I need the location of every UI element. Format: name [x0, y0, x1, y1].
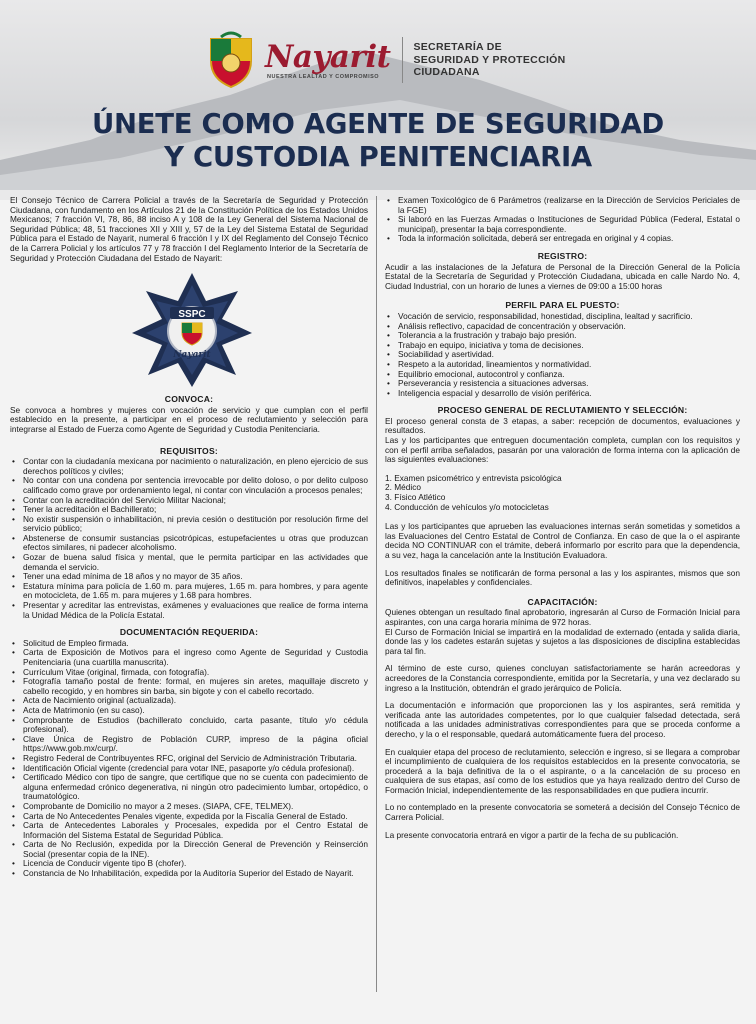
- secretaria-line1: SECRETARÍA DE: [413, 41, 502, 54]
- list-item: • Trabajo en equipo, iniciativa y toma de decisiones.: [385, 341, 740, 351]
- title-line2: Y CUSTODIA PENITENCIARIA: [164, 141, 592, 173]
- list-item: • Clave Única de Registro de Población CURP, impreso de la página oficial https://www.gob.mx/curp/.: [10, 735, 368, 754]
- perfil-list: [385, 312, 740, 398]
- capacitacion-paragraph: El Curso de Formación Inicial se impartirá en la modalidad de externado (entada y salida diaria, donde las y los cadetes estarán sujetas y sujetos a las disposiciones de disciplina establecidas para tal fin.: [385, 626, 740, 656]
- requisitos-heading: REQUISITOS:: [160, 445, 218, 456]
- proceso-paragraph: Las y los participantes que entreguen documentación completa, cumplan con los requisitos y con el perfil arriba señalados, pasarán por una valoración de forma interna con la aplicación de las siguientes evaluaciones:: [385, 435, 740, 465]
- intro-paragraph: El Consejo Técnico de Carrera Policial a través de la Secretaría de Seguridad y Protección Ciudadana, con fundamento en los Artículos 21 de la Constitución Política de los Estados Unidos Mexicanos; 7 fracción VI, 78, 86, 88 inciso A y 108 de la Ley General del Sistema Nacional de Seguridad Pública; 48, 51 fracciones XII y XIII y, 57 de la Ley del Sistema Estatal de Seguridad Pública para el Estado de Nayarit, numeral 6 fracción I y IX del Reglamento del Consejo Técnico de la Carrera Policial y los artículos 77 y 78 fracción I del Reglamento Interior de la Secretaría de Seguridad y Protección Ciudadana del Estado de Nayarit:: [10, 195, 368, 263]
- list-item: • Tolerancia a la frustración y trabajo bajo presión.: [385, 331, 740, 341]
- brand: [265, 40, 390, 80]
- registro-text: Acudir a las instalaciones de la Jefatura de Personal de la Dirección General de la Policía Estatal de la Secretaría de Seguridad y Protección Ciudadana, ubicada en calle Nardo No. 4, Ciudad Industrial, con un horario de lunes a viernes de 09:00 a 15:00 horas: [385, 261, 740, 291]
- documentacion-heading: DOCUMENTACIÓN REQUERIDA:: [119, 627, 259, 638]
- nayarit-coat-of-arms-icon: [205, 31, 257, 89]
- list-item: • Sociabilidad y asertividad.: [385, 350, 740, 360]
- list-item: • Gozar de buena salud física y mental, que le permita participar en las actividades que demanda el servicio.: [10, 553, 368, 572]
- list-item: • Solicitud de Empleo firmada.: [10, 639, 368, 649]
- list-item: • Identificación Oficial vigente (credencial para votar INE, pasaporte y/o cédula profesional).: [10, 764, 368, 774]
- list-item: • Registro Federal de Contribuyentes RFC, original del Servicio de Administración Tributaria.: [10, 754, 368, 764]
- list-item: • Constancia de No Inhabilitación, expedida por la Auditoría Superior del Estado de Nayarit.: [10, 869, 368, 879]
- list-item: • Acta de Nacimiento original (actualizada).: [10, 696, 368, 706]
- list-item: • Carta de No Reclusión, expedida por la Dirección General de Prevención y Reinserción Social (presentar copia de la INE).: [10, 840, 368, 859]
- secretaria-name: [413, 41, 565, 79]
- requisitos-list: [10, 457, 368, 620]
- secretaria-line2: SEGURIDAD Y PROTECCIÓN: [413, 53, 566, 66]
- header: [205, 30, 566, 90]
- proceso-paragraph: Los resultados finales se notificarán de forma personal a las y los aspirantes, mismos que son definitivos, inapelables y confidenciales.: [385, 567, 740, 588]
- list-item: 4. Conducción de vehículos y/o motocicletas: [385, 501, 549, 512]
- list-item: • Presentar y acreditar las entrevistas, exámenes y evaluaciones que realice de forma interna la Unidad Médica de la Policía Estatal.: [10, 601, 368, 620]
- registro-heading: REGISTRO:: [537, 250, 588, 261]
- list-item: • Contar con la ciudadanía mexicana por nacimiento o naturalización, en pleno ejercicio de sus derechos políticos y civiles;: [10, 457, 368, 476]
- capacitacion-paragraph: La presente convocatoria entrará en vigor a partir de la fecha de su publicación.: [385, 829, 679, 840]
- list-item: • Contar con la acreditación del Servicio Militar Nacional;: [10, 496, 368, 506]
- list-item: • Examen Toxicológico de 6 Parámetros (realizarse en la Dirección de Servicios Periciales de la FGE): [385, 196, 740, 215]
- list-item: • Comprobante de Estudios (bachillerato concluido, carta pasante, título y/o cédula profesional).: [10, 716, 368, 735]
- list-item: • Carta de No Antecedentes Penales vigente, expedida por la Fiscalía General de Estado.: [10, 812, 368, 822]
- list-item: • Vocación de servicio, responsabilidad, honestidad, disciplina, lealtad y sacrificio.: [385, 312, 740, 322]
- list-item: • Análisis reflectivo, capacidad de concentración y observación.: [385, 322, 740, 332]
- list-item: • Fotografía tamaño postal de frente: formal, en mujeres sin aretes, maquillaje discreto y cabello recogido, y en hombres sin barba, sin bigote y con el cabello recortado.: [10, 677, 368, 696]
- capacitacion-paragraph: Al término de este curso, quienes concluyan satisfactoriamente se harán acreedoras y acreedores de la Constancia correspondiente, emitida por la Secretaría, y una vez declarado su ingreso a la Institución, obtendrán el grado jerárquico de Policía.: [385, 663, 740, 693]
- documentacion-list: [10, 639, 368, 879]
- badge-top-text: SSPC: [178, 309, 206, 321]
- list-item: • Currículum Vitae (original, firmada, con fotografía).: [10, 668, 368, 678]
- capacitacion-paragraph: Quienes obtengan un resultado final aprobatorio, ingresarán al Curso de Formación Inicial para aspirantes, con una carga horaria mínima de 972 horas.: [385, 607, 740, 627]
- list-item: • Toda la información solicitada, deberá ser entregada en original y 4 copias.: [385, 234, 740, 244]
- evaluaciones-list: [385, 474, 740, 512]
- documentacion-continued-list: [385, 196, 740, 244]
- title-line1: ÚNETE COMO AGENTE DE SEGURIDAD: [92, 108, 664, 140]
- list-item: • Certificado Médico con tipo de sangre, que certifique que no se cuenta con padecimiento de alguna enfermedad crónico degenerativa, ni ningún otro padecimiento lumbar, ortopédico, o traumatológico.: [10, 773, 368, 802]
- proceso-paragraph: El proceso general consta de 3 etapas, a saber: recepción de documentos, evaluaciones y resultados.: [385, 415, 740, 436]
- capacitacion-paragraph: Lo no contemplado en la presente convocatoria se someterá a decisión del Consejo Técnico de Carrera Policial.: [385, 802, 740, 823]
- capacitacion-paragraph: La documentación e información que proporcionen las y los aspirantes, será remitida y verificada ante las autoridades competentes, por lo que cualquier falsedad detectada, será notificada a las unidades administrativas correspondientes para que se proceda conforme a derecho, y la o el responsable, quedará automáticamente fuera del proceso.: [385, 700, 740, 739]
- list-item: • No contar con una condena por sentencia irrevocable por delito doloso, o por delito culposo calificado como grave por ordenamiento legal, ni contar con vinculación a procesos penales;: [10, 476, 368, 495]
- list-item: • Licencia de Conducir vigente tipo B (chofer).: [10, 859, 368, 869]
- list-item: 2. Médico: [385, 482, 421, 493]
- list-item: 1. Examen psicométrico y entrevista psicológica: [385, 472, 562, 483]
- brand-name: Nayarit: [265, 39, 391, 75]
- right-column: [376, 196, 740, 992]
- list-item: • Si laboró en las Fuerzas Armadas o Instituciones de Seguridad Pública (Federal, Estatal o municipal), presentar la baja correspondiente.: [385, 215, 740, 234]
- content: [10, 196, 746, 992]
- left-column: [10, 196, 374, 992]
- header-divider: [402, 37, 403, 83]
- list-item: • Abstenerse de consumir sustancias psicotrópicas, estupefacientes u otras que produzcan efectos similares, ni padecer alcoholismo.: [10, 534, 368, 553]
- list-item: • Carta de Antecedentes Laborales y Procesales, expedida por el Centro Estatal de Información del Sistema Estatal de Seguridad Pública.: [10, 821, 368, 840]
- secretaria-line3: CIUDADANA: [413, 66, 480, 79]
- capacitacion-paragraph: En cualquier etapa del proceso de reclutamiento, selección e ingreso, si se llegara a comprobar el incumplimiento de cualquiera de los requisitos establecidos en la presente convocatoria, se procederá a la baja definitiva de la o el aspirante, o a la cancelación de su proceso en cualquiera de sus etapas, así como de los estudios que ya haya realizado dentro del Curso de Formación Inicial, independientemente de las responsabilidades en que pudiera incurrir.: [385, 746, 740, 795]
- list-item: • Comprobante de Domicilio no mayor a 2 meses. (SIAPA, CFE, TELMEX).: [10, 802, 368, 812]
- police-badge-icon: [130, 271, 254, 389]
- list-item: • Inteligencia espacial y desarrollo de visión periférica.: [385, 389, 740, 399]
- list-item: • Equilibrio emocional, autocontrol y confianza.: [385, 370, 740, 380]
- badge-bottom-text: Nayarit: [173, 350, 211, 361]
- page-title: [0, 108, 756, 174]
- list-item: • Estatura mínima para policía de 1.60 m. para mujeres, 1.65 m. para hombres, y para agente en motocicleta, de 1.65 m. para mujeres y 1.68 para hombres.: [10, 582, 368, 601]
- list-item: • Tener una edad mínima de 18 años y no mayor de 35 años.: [10, 572, 368, 582]
- list-item: • Respeto a la autoridad, lineamientos y normatividad.: [385, 360, 740, 370]
- list-item: • Acta de Matrimonio (en su caso).: [10, 706, 368, 716]
- convoca-text: Se convoca a hombres y mujeres con vocación de servicio y que cumplan con el perfil establecido en la presente, a participar en el proceso de reclutamiento y selección para integrarse al Estado de Fuerza como Agente de Seguridad y Custodia Penitenciaria.: [10, 404, 368, 434]
- capacitacion-heading: CAPACITACIÓN:: [527, 596, 598, 607]
- proceso-heading: PROCESO GENERAL DE RECLUTAMIENTO Y SELECCIÓN:: [437, 405, 688, 416]
- badge-container: [10, 271, 374, 389]
- perfil-heading: PERFIL PARA EL PUESTO:: [505, 300, 620, 311]
- proceso-paragraph: Las y los participantes que aprueben las evaluaciones internas serán sometidas y sometidos a las Evaluaciones del Centro Estatal de Control de Confianza. En caso de que la o el aspirante decida NO CONTINUAR con el trámite, deberá informarlo por escrito para que la dependencia, a su vez, haga la cancelación ante la Institución Evaluadora.: [385, 521, 740, 560]
- list-item: • Tener la acreditación el Bachillerato;: [10, 505, 368, 515]
- brand-motto: NUESTRA LEALTAD Y COMPROMISO: [267, 74, 380, 80]
- convoca-heading: CONVOCA:: [164, 394, 214, 405]
- list-item: • No existir suspensión o inhabilitación, ni previa cesión o destitución por resolución firme del servicio público;: [10, 515, 368, 534]
- list-item: 3. Físico Atlético: [385, 492, 446, 503]
- list-item: • Carta de Exposición de Motivos para el ingreso como Agente de Seguridad y Custodia Penitenciaria (una cuartilla manuscrita).: [10, 648, 368, 667]
- list-item: • Perseverancia y resistencia a situaciones adversas.: [385, 379, 740, 389]
